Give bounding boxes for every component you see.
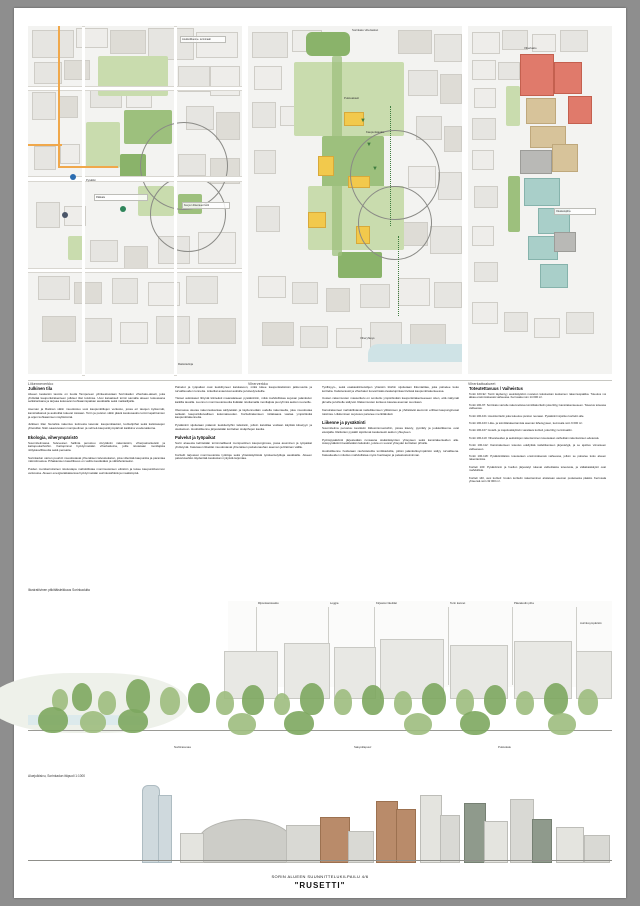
section-caption: Illustratiivinen pitkittäisleikkaus Sorinkadulta [28,588,90,592]
bike-marker[interactable] [120,206,126,212]
col3-heading: Liikenne ja pysäköinti [322,420,366,426]
section-label-8: Sakyotilapuuz [354,745,372,749]
phase-item-9: Kortteli 100: Pysäköinnin ja huollon järjestelyt tukevat vaiheittaista toteutusta, ja väliaikaiskäytöt ovat mahdollisia. [469,464,606,473]
phase-item-4: Tontti 100-103: Liike- ja toimitilarakentamista aseman läheisyyteen, kerrosala noin 9 000 m². [469,421,583,426]
text-columns [28,386,612,581]
footer-entry-motto: "RUSETTI" [294,881,346,890]
map2-label-connection: Viheryhteys [360,336,375,340]
col1-p1: Alueen keskeisin tavoite on luoda Tampereen ydinkeskustaan Sorinkadun viherkatu-akseli, joka yhdistää kaupunkirakenteen julkiset tilat toisiinsa. Uusi katuakseli toimii samalla alueen kokoavana selkärankana ja tarjoaa kokoavan kohtaamispaikan asukkaille sekä matkailijoille. [28,392,165,404]
map-green-roofs[interactable] [468,26,612,386]
text-column-1 [28,386,165,581]
map-green-network[interactable]: ▼ ▼ ▼ Sorinkatu vihertaskut Puistoakseli Kaupunkiaukio Viheryhteys Viherverkko [248,26,462,374]
footer-competition-title: SORIN ALUEEN SUUNNITTELUKILPAILU 4/6 [271,874,369,879]
phase-item-7: Tontti 100-112: Kansirakenteen toteutus edellyttää raideliikenteen järjestelyjä, ja se ajoittuu viimeiseen vaiheeseen. [469,443,606,451]
col1-p6: Puiden monikerroksinen istutustapa mahdollistaa monimuotoisen eliöstön ja tukee kaupunkiluonnon verkostoa. Alueen energiaratkaisuissa hyödynnetään aurinkosähköä ja maalämpöä. [28,467,165,475]
section-label-7: Norttirasunaa [174,745,191,749]
col2-heading: Palvelut ja työpaikat [175,435,216,441]
col3-p3: Kansirakenteet mahdollistavat raideliikenteen ylittämisen ja yhdistävät aiemmin erilliset kaupunginosat toisiinsa. Liikkumisen sujuvuus paranee merkittävästi. [322,407,459,416]
phase-item-8: Tontti 100-118: Pysäköintilaitos toteutetaan ensimmäisessä vaiheessa, jolloin se palvelee koko alueen rakentamista. [469,454,606,462]
competition-board [14,8,626,898]
text-column-2 [175,386,312,581]
phase-item-2: Tontti 100-97: Sorinkatu varrelle rakennettava toimitilakorttelin joka liittyy kansirakenteeseen. Toteutus toisessa vaiheessa. [469,402,606,411]
map1-label-road: Raitiotielinja [178,362,194,366]
map2-caption: Viherverkko [248,382,269,386]
elevation-drawing [28,774,612,878]
col2-p5: Sorin alueesta kehitetään toiminnallisesti monipuolinen kaupunginosa, jossa asuminen ja työpaikat yhdistyvät. Katutason liiketilat muodostavat yhtenäisen palvelunauhan aseman ja Ratinan välille. [175,441,312,450]
phase-item-10: Kortteli 140, uusi kortteli: Uuden korttelin rakentaminen aloitetaan aseman puoleisesta päästä. Kerrosala yhteensä noin 32 000 m². [469,475,606,484]
section-label-2: Loggia [330,601,339,605]
map3-callout: Oleskelupiha [554,208,596,215]
text-column-4-phasing [469,386,606,581]
map2-label-axis: Puistoakseli [344,96,359,100]
map3-caption: Viherkattoalueet [468,382,496,386]
phase-item-1: Tontti 100-92: Tontti täydentyy asuinkäyttöön nostetun kokoluokan keskeinen rakennuspaikka. Toteutus voi alkaa ensimmäisessä vaiheessa. Kerrosala noin 14 000 m². [469,392,606,400]
col2-p4: Pysäköinti sijoitetaan pääosin keskitettyihin laitoksiin, jolloin katutilaa voidaan käyttää kävelyyn ja oleskeluun. Huoltoliikenne järjestetään korttelien sisäpihojen kautta. [175,422,312,431]
col4-heading: Toteutettavuus / Vaiheistus [469,386,523,391]
col2-p3: Olemassa olevaa rakennuskantaa säilytetään ja täydennetään uudella rakenteella, joka muodostaa selkeän kaupunkikuvallisen kokonaisuuden. Korttelirakenteen mittakaava vastaa ympäröivää kaupunkirakennetta. [175,407,312,420]
phase-item-6: Tontti 100-110: Viheralueiden ja aukiotilojen rakentaminen toteutetaan vaiheittain rakentamisen edetessä. [469,435,600,440]
section-drawing [28,588,612,768]
col1-p3: Julkisen tilan hierarkia rakentuu kolmesta tasosta: kaupunkiaukiot, korttelipihat sekä kattotasojen yhteistilat. Näin saavutetaan monipuolinen ja vehreä kaupunkiympäristö kaikkina vuodenaikoina. [28,422,165,430]
section-label-3: Kirjaston likeitilat [376,601,397,605]
map-traffic-network[interactable] [28,26,242,386]
map-row [28,26,612,386]
col3-p5: Pyöräpysäköinti järjestetään runsaana sisäänkäyntien yhteyteen sekä kansirakenteiden alle. Autopysäköinti keskitetään laitoksiin, joista on suorat yhteydet korttelien pihoille. [322,437,459,446]
col2-p2: Yleiset aukiotasot liittyvät kiinteästi maanalaiseen pysäköintiin, mikä mahdollistaa sujuvan jalankulun kaikilla tasoilla. Luonnon monimuotoisuutta lisätään istuttamalla monilajisia puuryhmiä aukion reunoille. [175,396,312,405]
section-label-6: Aurinkoympäristö [580,621,602,625]
col3-p4: Suunnitelma perustuu kestäviin liikkumismuotoihin, joissa kävely, pyöräily ja joukkoliikenne ovat etusijalla. Raitiotien pysäkit sijoittuvat keskeisesti aukion yhteyteen. [322,426,459,434]
map2-label-green-pockets: Sorinkatu vihertaskut [352,28,379,32]
col2-p6: Korttelit tarjoavat monimuotoisia työtiloja sekä yhteiskäyttöisiä työskentelytiloja asukkaille. Alueen palveluverkko täydentää keskustan nykyistä tarjontaa. [175,452,312,461]
map1-callout-3: Pääkatu [94,194,148,201]
map3-label-roof: Viherkatto [524,46,537,50]
col3-p1: Työllisyys-, sekä osakaskiinteistöjen yhteisiin tiloihin sijoitetaan liikuntatilaa, joka palvelee koko korttelia. Kattoterassit ja viherkatot luovat lisää oleskelupintaa tiiviissä kaupunkirakenteessa. [322,385,459,393]
col1-p5: Sorinkadun varren puurivit muodostavat yhtenäisen latvustokaton, joka viilentää kaupunkia ja parantaa mikroilmastoa. Pihakansien kasvillisuus on valittu kestäväksi ja vähähoitoiseksi. [28,455,165,464]
col1-heading-2: Ekologia, viherympäristö [28,434,78,440]
phase-item-5: Tontti 100-107: Hotelli- ja majoituskäyttöön varattava kortteli, joka liittyy terminaaliin. [469,428,573,433]
section-canvas[interactable] [28,595,612,765]
section-label-1: Rijvuskansiaukio [258,601,279,605]
map1-label-stop: Pysäkki [86,178,96,182]
col2-p1: Palvelut ja työpaikat ovat keskittyneet katutasoon, mikä tukee kaupunkielämän jatkuvuutta ja turvallisuuden tunnetta. Liiketilat avautuvat aukiolle ja kävelyreiteille. [175,385,312,393]
elevation-caption: Aluejulkisivu, Sorinkadun itäpuoli 1:1000 [28,774,86,778]
transit-stop-marker[interactable] [70,174,76,180]
parking-marker[interactable] [62,212,68,218]
col1-p4: Suunnitelmassa hulevesien hallinta perustuu viivyttäviin rakenteisiin, viherpainanteisiin ja kattopuutarhoihin. Kattopinnat hyödynnetään viherkattoina, joille istutetaan monilajista niittykasvillisuutta sekä pensaita. [28,440,165,453]
section-label-9: Puistokatu [498,745,512,749]
col1-p2: Aseman ja Ratinan väliin muodostuu uusi kaupunkitilojen verkosto, jossa eri tasojen kytkennät, kansiratkaisut ja aukiotilat tukevat toisiaan. Torin ja puiston väliin jäävä keskusaukio toimii tapahtumien ja arjen kohtaamisen näyttämönä. [28,407,165,419]
text-column-3 [322,386,459,581]
section-label-4: Terin kannet [450,601,466,605]
phase-item-3: Tontti 100-101: Asuinkorttelin joka tukeutuu puiston reunaan. Pysäköinti sijoittuu korttelin alle. [469,413,585,418]
col1-heading-1: Julkinen tila [28,386,53,391]
map1-callout-1: Joukkoliikenne- terminaali [180,36,226,43]
map1-caption: Liikenneverkko [28,382,54,386]
elevation-canvas[interactable] [28,781,612,871]
footer [14,874,626,890]
map1-callout-2: Kevyen liikenteen reitti [182,202,230,209]
section-label-5: Päivakodin piha [514,601,534,605]
col3-p6: Huoltoliikenne hoidetaan rauhoitetuilta tonttikaduilta, jolloin jalankulkuympäristö säilyy turvallisena. Katualueiden mitoitus mahdollistaa myös huoltoajon ja pelastustoiminnan. [322,449,459,457]
col3-p2: Uusien rakennusten massoittelu on sovitettu ympäröivään kaupunkirakenteeseen siten, että näkymät järvelle ja kirkolle säilyvät. Rakennusten korkeus kasvaa aseman suuntaan. [322,396,459,405]
map2-label-square: Kaupunkiaukio [366,130,385,134]
